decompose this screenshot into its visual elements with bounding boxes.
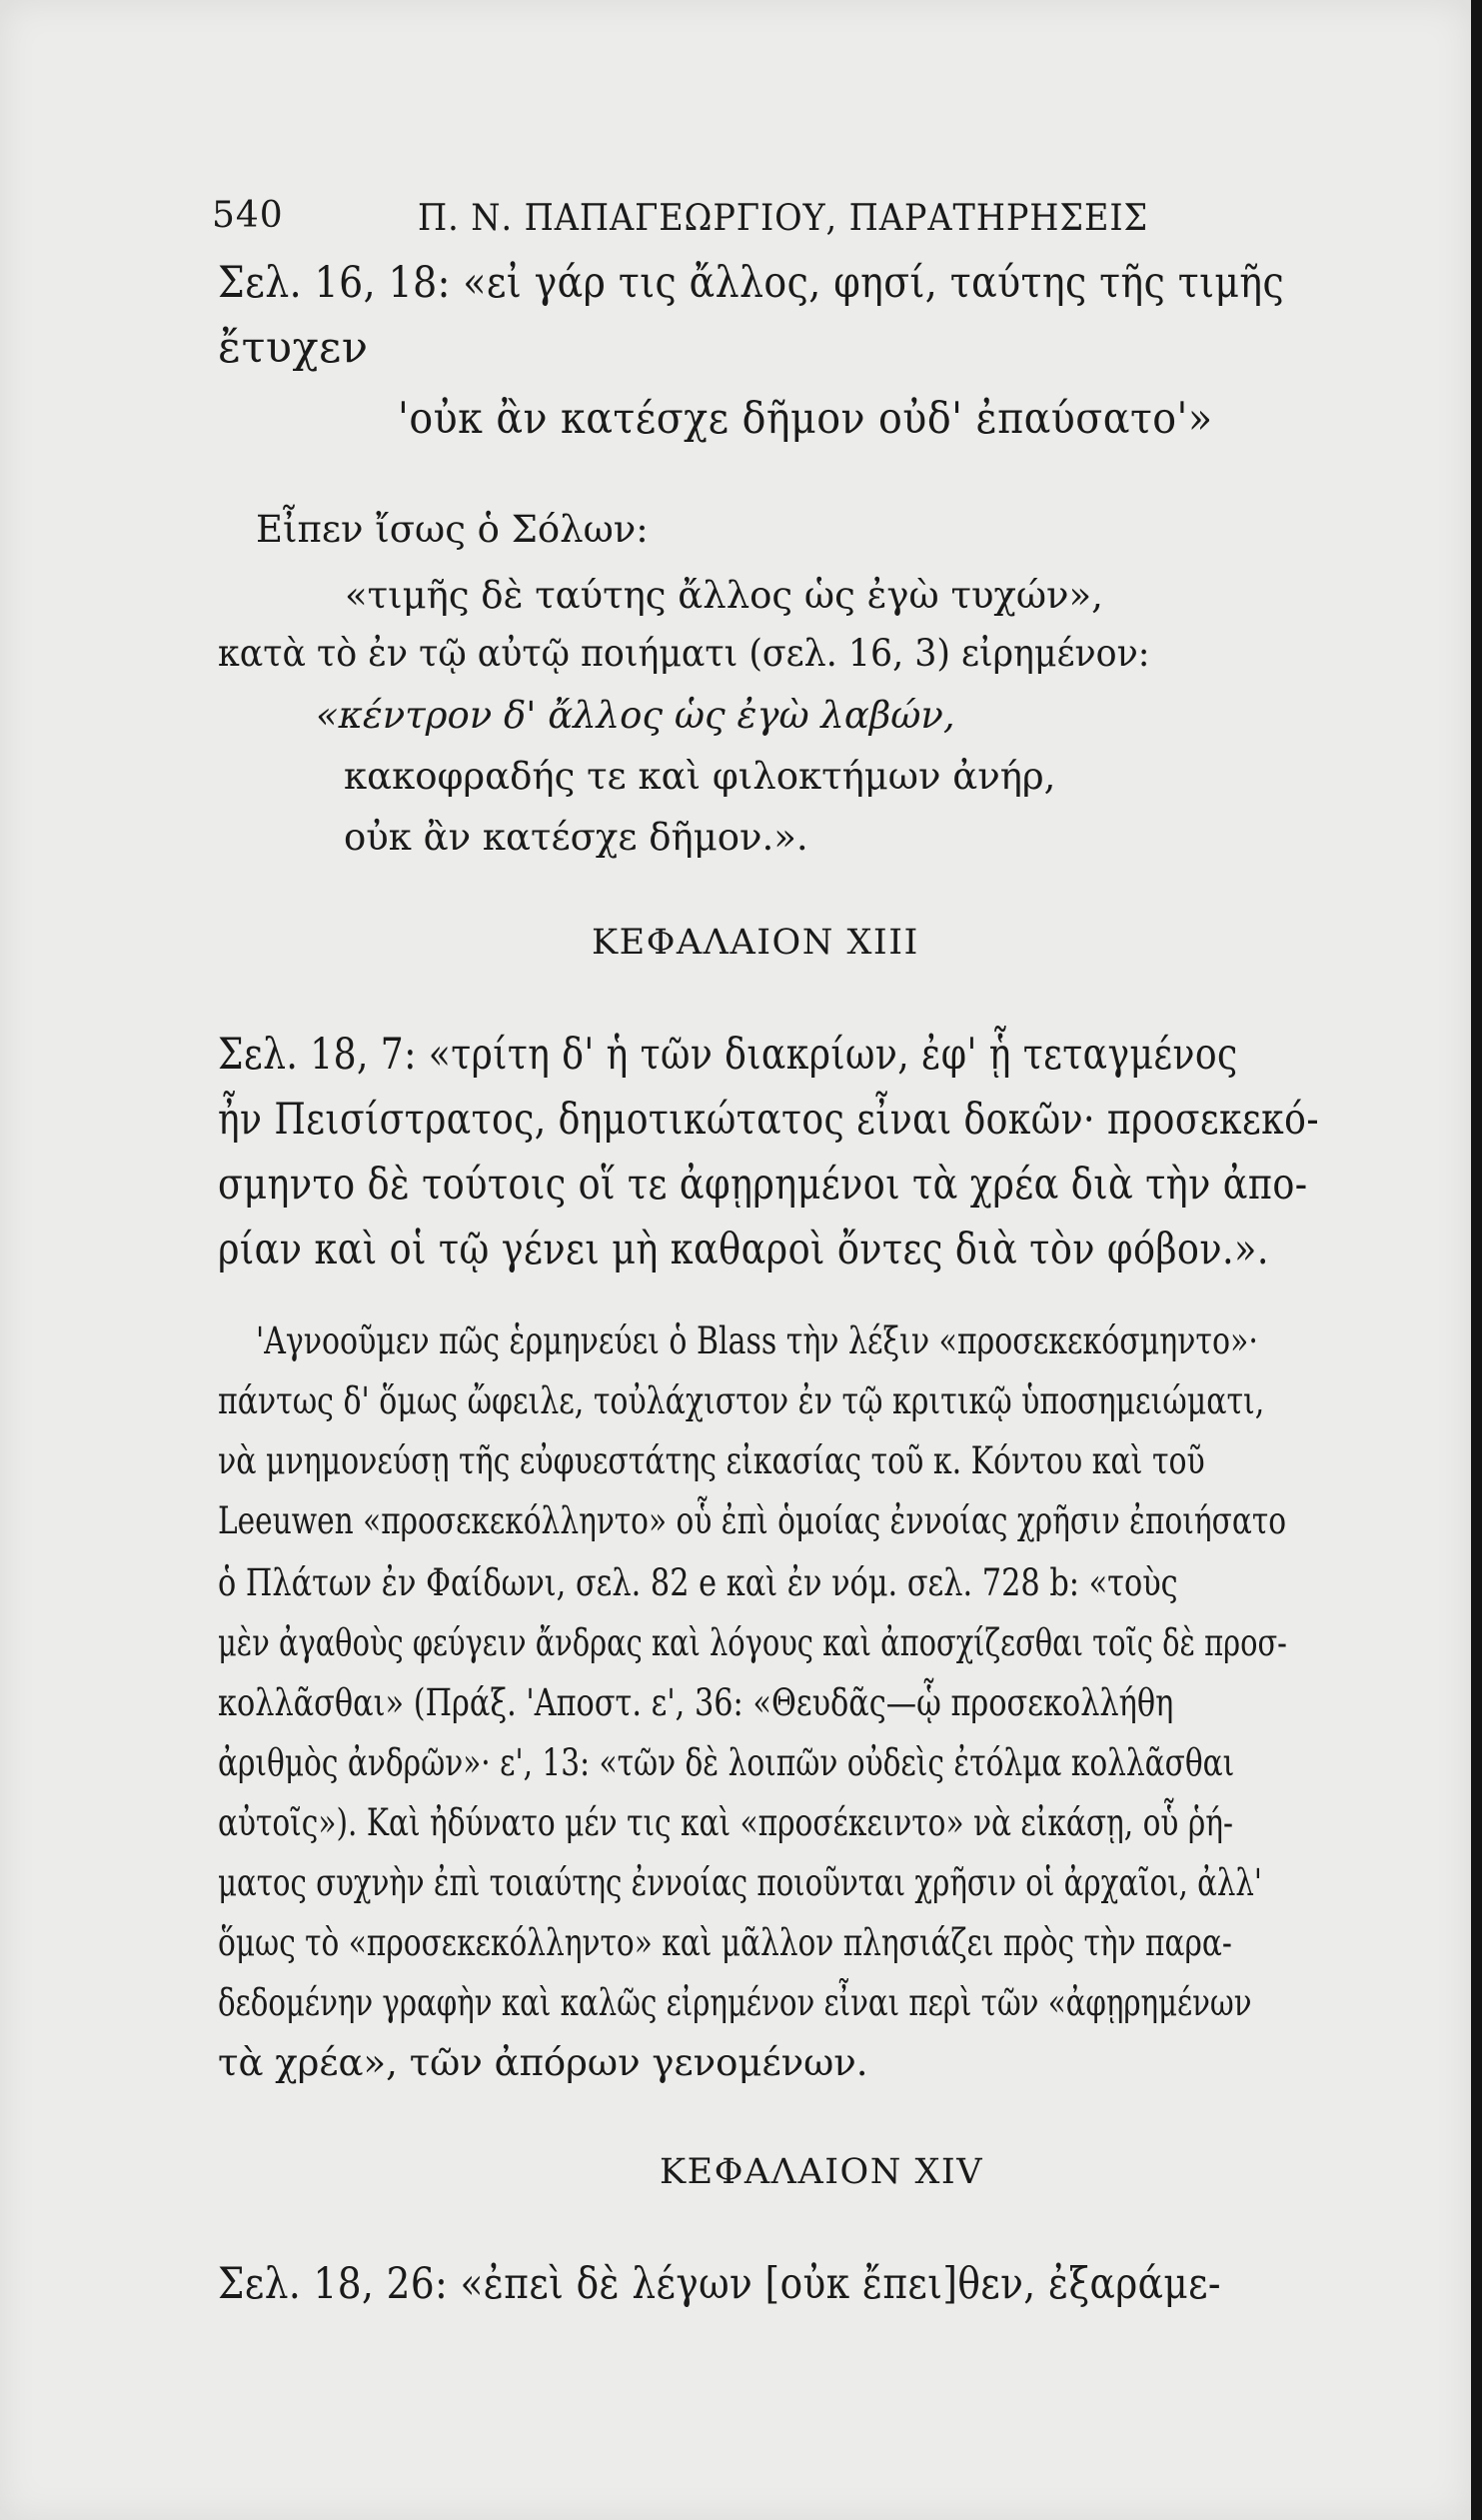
section5-line-1: Σελ. 18, 26: «ἐπεὶ δὲ λέγων [οὐκ ἔπει]θεν, ἐξαράμε- <box>218 2259 1221 2309</box>
section1-line-2: ἔτυχεν <box>218 323 369 373</box>
section3-line-4: ρίαν καὶ οἱ τῷ γένει μὴ καθαροὶ ὄντες διὰ τὸν φόβον.». <box>218 1225 1269 1274</box>
section2-line-4: «κέντρον δ' ἄλλος ὡς ἐγὼ λαβών, <box>316 694 955 737</box>
section4-line-8: ἀριθμὸς ἀνδρῶν»· ε', 13: «τῶν δὲ λοιπῶν οὐδεὶς ἐτόλμα κολλᾶσθαι <box>218 1741 1235 1784</box>
section1-line-3: 'οὐκ ἂν κατέσχε δῆμον οὐδ' ἐπαύσατο'» <box>398 394 1213 444</box>
section4-line-2: πάντως δ' ὅμως ὤφειλε, τοὐλάχιστον ἐν τῷ κριτικῷ ὑποσημειώματι, <box>218 1379 1265 1422</box>
section3-line-1: Σελ. 18, 7: «τρίτη δ' ἡ τῶν διακρίων, ἐφ' ᾗ τεταγμένος <box>218 1030 1238 1080</box>
section2-line-3: κατὰ τὸ ἐν τῷ αὐτῷ ποιήματι (σελ. 16, 3) εἰρημένον: <box>218 632 1150 675</box>
page-number: 540 <box>212 195 284 236</box>
section4-line-7: κολλᾶσθαι» (Πράξ. 'Αποστ. ε', 36: «Θευδᾶς—ᾧ προσεκολλήθη <box>218 1681 1174 1724</box>
section4-line-13: τὰ χρέα», τῶν ἀπόρων γενομένων. <box>218 2041 868 2084</box>
section3-line-3: σμηντο δὲ τούτοις οἵ τε ἀφῃρημένοι τὰ χρέα διὰ τὴν ἀπο- <box>218 1160 1308 1210</box>
section4-line-11: ὅμως τὸ «προσεκεκόλληντο» καὶ μᾶλλον πλησιάζει πρὸς τὴν παρα- <box>218 1921 1232 1964</box>
section4-line-1: 'Αγνοοῦμεν πῶς ἑρμηνεύει ὁ Blass τὴν λέξιν «προσεκεκόσμηντο»· <box>256 1319 1258 1362</box>
section4-line-12: δεδομένην γραφὴν καὶ καλῶς εἰρημένον εἶναι περὶ τῶν «ἀφῃρημένων <box>218 1981 1252 2024</box>
section2-line-2: «τιμῆς δὲ ταύτης ἄλλος ὡς ἐγὼ τυχών», <box>345 574 1103 617</box>
section3-line-2: ἦν Πεισίστρατος, δημοτικώτατος εἶναι δοκῶν· προσεκεκό- <box>218 1095 1319 1145</box>
scan-edge <box>1471 0 1482 2520</box>
section4-line-10: ματος συχνὴν ἐπὶ τοιαύτης ἐννοίας ποιοῦνται χρῆσιν οἱ ἀρχαῖοι, ἀλλ' <box>218 1861 1262 1904</box>
section4-line-3: νὰ μνημονεύσῃ τῆς εὐφυεστάτης εἰκασίας τοῦ κ. Κόντου καὶ τοῦ <box>218 1439 1205 1482</box>
section2-line-5: κακοφραδής τε καὶ φιλοκτήμων ἀνήρ, <box>344 755 1056 798</box>
section4-line-5: ὁ Πλάτων ἐν Φαίδωνι, σελ. 82 e καὶ ἐν νόμ. σελ. 728 b: «τοὺς <box>218 1561 1178 1604</box>
section2-line-6: οὐκ ἂν κατέσχε δῆμον.». <box>344 816 808 859</box>
section1-line-1: Σελ. 16, 18: «εἰ γάρ τις ἄλλος, φησί, ταύτης τῆς τιμῆς <box>218 258 1285 308</box>
running-title: Π. Ν. ΠΑΠΑΓΕΩΡΓΙΟΥ, ΠΑΡΑΤΗΡΗΣΕΙΣ <box>418 198 1149 239</box>
section4-line-6: μὲν ἀγαθοὺς φεύγειν ἄνδρας καὶ λόγους καὶ ἀποσχίζεσθαι τοῖς δὲ προσ- <box>218 1621 1287 1664</box>
section4-line-4: Leeuwen «προσεκεκόλληντο» οὗ ἐπὶ ὁμοίας ἐννοίας χρῆσιν ἐποιήσατο <box>218 1499 1287 1542</box>
chapter-heading-13: ΚΕΦΑΛΑΙΟΝ XIII <box>592 923 919 963</box>
section4-line-9: αὐτοῖς»). Καὶ ἠδύνατο μέν τις καὶ «προσέκειντο» νὰ εἰκάσῃ, οὗ ῥή- <box>218 1801 1233 1844</box>
section2-line-1: Εἶπεν ἴσως ὁ Σόλων: <box>256 508 649 551</box>
chapter-heading-14: ΚΕΦΑΛΑΙΟΝ XIV <box>660 2152 984 2192</box>
